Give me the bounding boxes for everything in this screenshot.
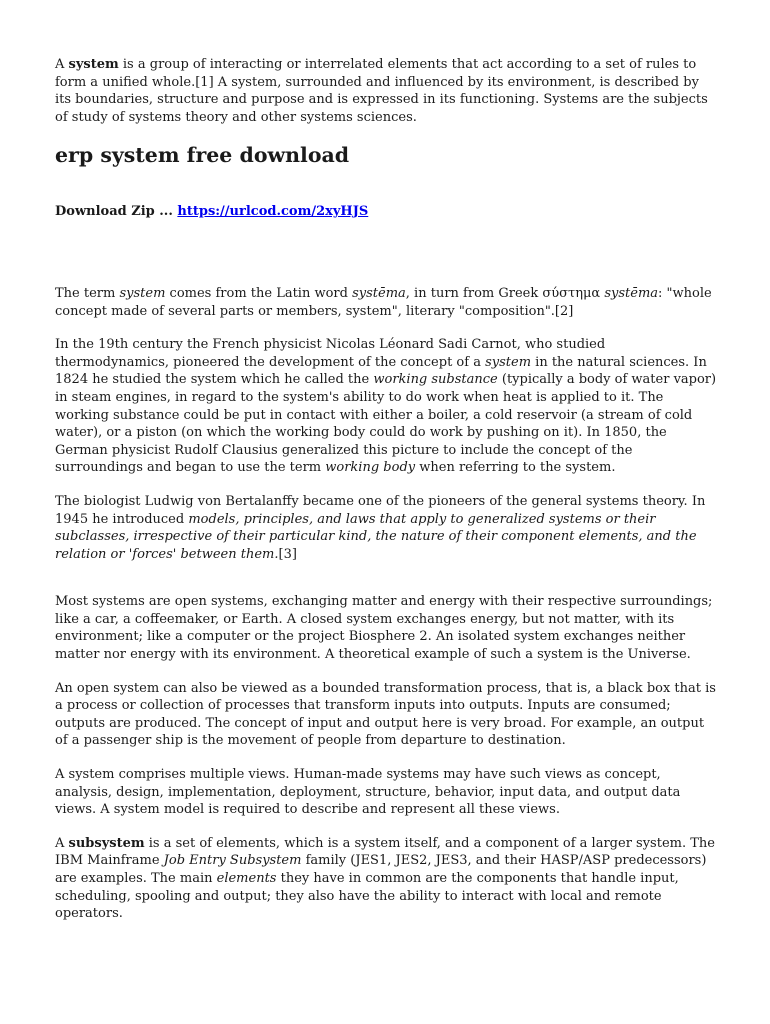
download-label: Download Zip ... (55, 204, 173, 220)
transformation-paragraph: An open system can also be viewed as a bounded transformation process, that is, a black box that is a process or collection of processes that transform inputs into outputs. Inputs are consumed; outputs are produced. The concept of input and output here is very broad. For example, an output of a passenger ship is the movement of people from departure to destination. (55, 680, 716, 749)
page-title: erp system free download (55, 143, 350, 168)
text: is a set of elements, which is a system itself, and a component of a larger system. The IBM Mainframe (55, 835, 715, 869)
intro-paragraph (55, 56, 717, 126)
bold-term-system: system (68, 57, 119, 72)
text: when referring to the system. (415, 460, 616, 476)
text: In the 19th century the French physicist Nicolas Léonard Sadi Carnot, who studied thermodynamics, pioneered the development of the concept of a (55, 337, 606, 370)
text: The term (55, 285, 120, 301)
italic: working body (325, 460, 416, 476)
open-systems-paragraph: Most systems are open systems, exchanging matter and energy with their respective surroundings; like a car, a coffeemaker, or Earth. A closed system exchanges energy, but not matter, with its environment; like a computer or the project Biosphere 2. An isolated system exchanges neither matter nor energy with its environment. A theoretical example of such a system is the Universe. (55, 594, 713, 663)
italic: systēma (352, 285, 406, 301)
text: A (55, 57, 69, 72)
views-paragraph: A system comprises multiple views. Human-made systems may have such views as concept, analysis, design, implementation, deployment, structure, behavior, input data, and output data views. A system model is required to describe and represent all these views. (55, 767, 681, 818)
text: family (JES1, JES2, JES3, and their HASP/ASP predecessors) are examples. The main (55, 853, 707, 886)
italic: working substance (373, 372, 498, 388)
text: A (55, 835, 69, 851)
italic: models, principles, and laws that apply to generalized systems or their subclasses, irrespective of their particular kind, the nature of their component elements, and the relation or 'forces' between them. (55, 511, 697, 562)
text: (typically a body of water vapor) in steam engines, in regard to the system's ability to do work when heat is applied to it. The working substance could be put in contact with either a boiler, a cold reservoir (a stream of cold water), or a piston (on which the working body could do work by pushing on it). In 1850, the German physicist Rudolf Clausius generalized this picture to include the concept of the surroundings and began to use the term (55, 372, 717, 476)
download-link[interactable]: https://urlcod.com/2xyHJS (177, 204, 369, 220)
text: in the natural sciences. In 1824 he studied the system which he called the (55, 354, 707, 388)
carnot-paragraph (55, 336, 717, 477)
text: : "whole concept made of several parts or members, system", literary "composition".[2] (55, 285, 712, 319)
text: comes from the Latin word (165, 285, 353, 301)
text: [3] (278, 546, 297, 562)
italic: system (119, 285, 166, 301)
text: is a group of interacting or interrelated elements that act according to a set of rules to form a unified whole.[1] A system, surrounded and influenced by its environment, is described by its boundaries, structure and purpose and is expressed in its functioning. Systems are the subjects of study of systems theory and other systems sciences. (55, 57, 708, 125)
text: , in turn from Greek σύστημα (405, 285, 605, 301)
italic: system (485, 354, 532, 370)
article-body (55, 56, 717, 939)
subsystem-paragraph (55, 835, 717, 923)
bold-term-subsystem: subsystem (68, 835, 145, 851)
text: they have in common are the components that handle input, scheduling, spooling and output; they also have the ability to interact with local and remote operators. (55, 871, 679, 922)
term-paragraph (55, 285, 717, 320)
text: The biologist Ludwig von Bertalanffy became one of the pioneers of the general systems theory. In 1945 he introduced (55, 493, 706, 527)
bertalanffy-paragraph (55, 493, 717, 563)
italic: elements (216, 871, 277, 886)
italic: Job Entry Subsystem (163, 853, 302, 869)
download-line (55, 203, 717, 221)
italic: systēma (604, 285, 659, 301)
